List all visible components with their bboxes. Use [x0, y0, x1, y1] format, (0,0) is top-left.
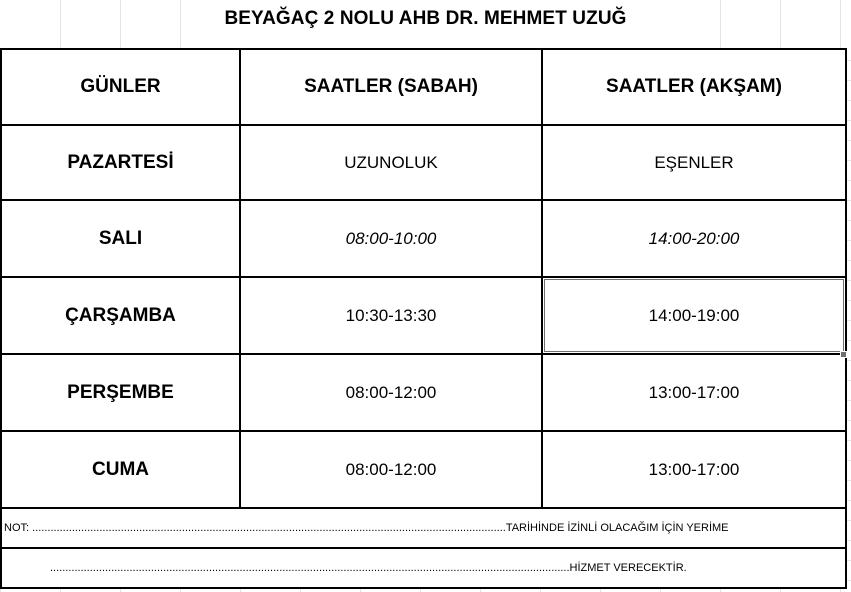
day-cell[interactable]: SALI	[1, 200, 240, 277]
day-cell[interactable]: CUMA	[1, 431, 240, 508]
table-row	[1, 354, 846, 431]
title-row	[0, 0, 851, 48]
note-cell[interactable]	[1, 548, 846, 588]
header-evening[interactable]: SAATLER (AKŞAM)	[542, 49, 846, 125]
morning-cell[interactable]: UZUNOLUK	[240, 125, 542, 200]
morning-cell[interactable]: 08:00-12:00	[240, 431, 542, 508]
day-cell[interactable]: PERŞEMBE	[1, 354, 240, 431]
table-row	[1, 277, 846, 354]
note-row-1	[1, 508, 846, 548]
morning-cell[interactable]: 08:00-10:00	[240, 200, 542, 277]
note-cell[interactable]	[1, 508, 846, 548]
page-title[interactable]: BEYAĞAÇ 2 NOLU AHB DR. MEHMET UZUĞ	[224, 8, 627, 29]
morning-cell[interactable]: 08:00-12:00	[240, 354, 542, 431]
evening-cell[interactable]: 14:00-20:00	[542, 200, 846, 277]
header-row	[1, 49, 846, 125]
table-row	[1, 125, 846, 200]
evening-cell-selected[interactable]: 14:00-19:00	[542, 277, 846, 354]
note-line-2: ..........................................................................................................................................................................HİZMET VERECEKTİR.	[50, 562, 687, 574]
day-cell[interactable]: ÇARŞAMBA	[1, 277, 240, 354]
fill-handle[interactable]	[840, 351, 847, 358]
evening-cell[interactable]: 13:00-17:00	[542, 354, 846, 431]
header-morning[interactable]: SAATLER (SABAH)	[240, 49, 542, 125]
note-row-2	[1, 548, 846, 588]
morning-cell[interactable]: 10:30-13:30	[240, 277, 542, 354]
evening-cell[interactable]: 13:00-17:00	[542, 431, 846, 508]
schedule-table	[0, 48, 847, 589]
table-row	[1, 431, 846, 508]
note-line-1: NOT: ...........................................................................................................................................................TARİHİNDE İZİNLİ OLACAĞIM İÇİN YERİME	[4, 522, 729, 534]
evening-cell[interactable]: EŞENLER	[542, 125, 846, 200]
day-cell[interactable]: PAZARTESİ	[1, 125, 240, 200]
header-days[interactable]: GÜNLER	[1, 49, 240, 125]
table-row	[1, 200, 846, 277]
